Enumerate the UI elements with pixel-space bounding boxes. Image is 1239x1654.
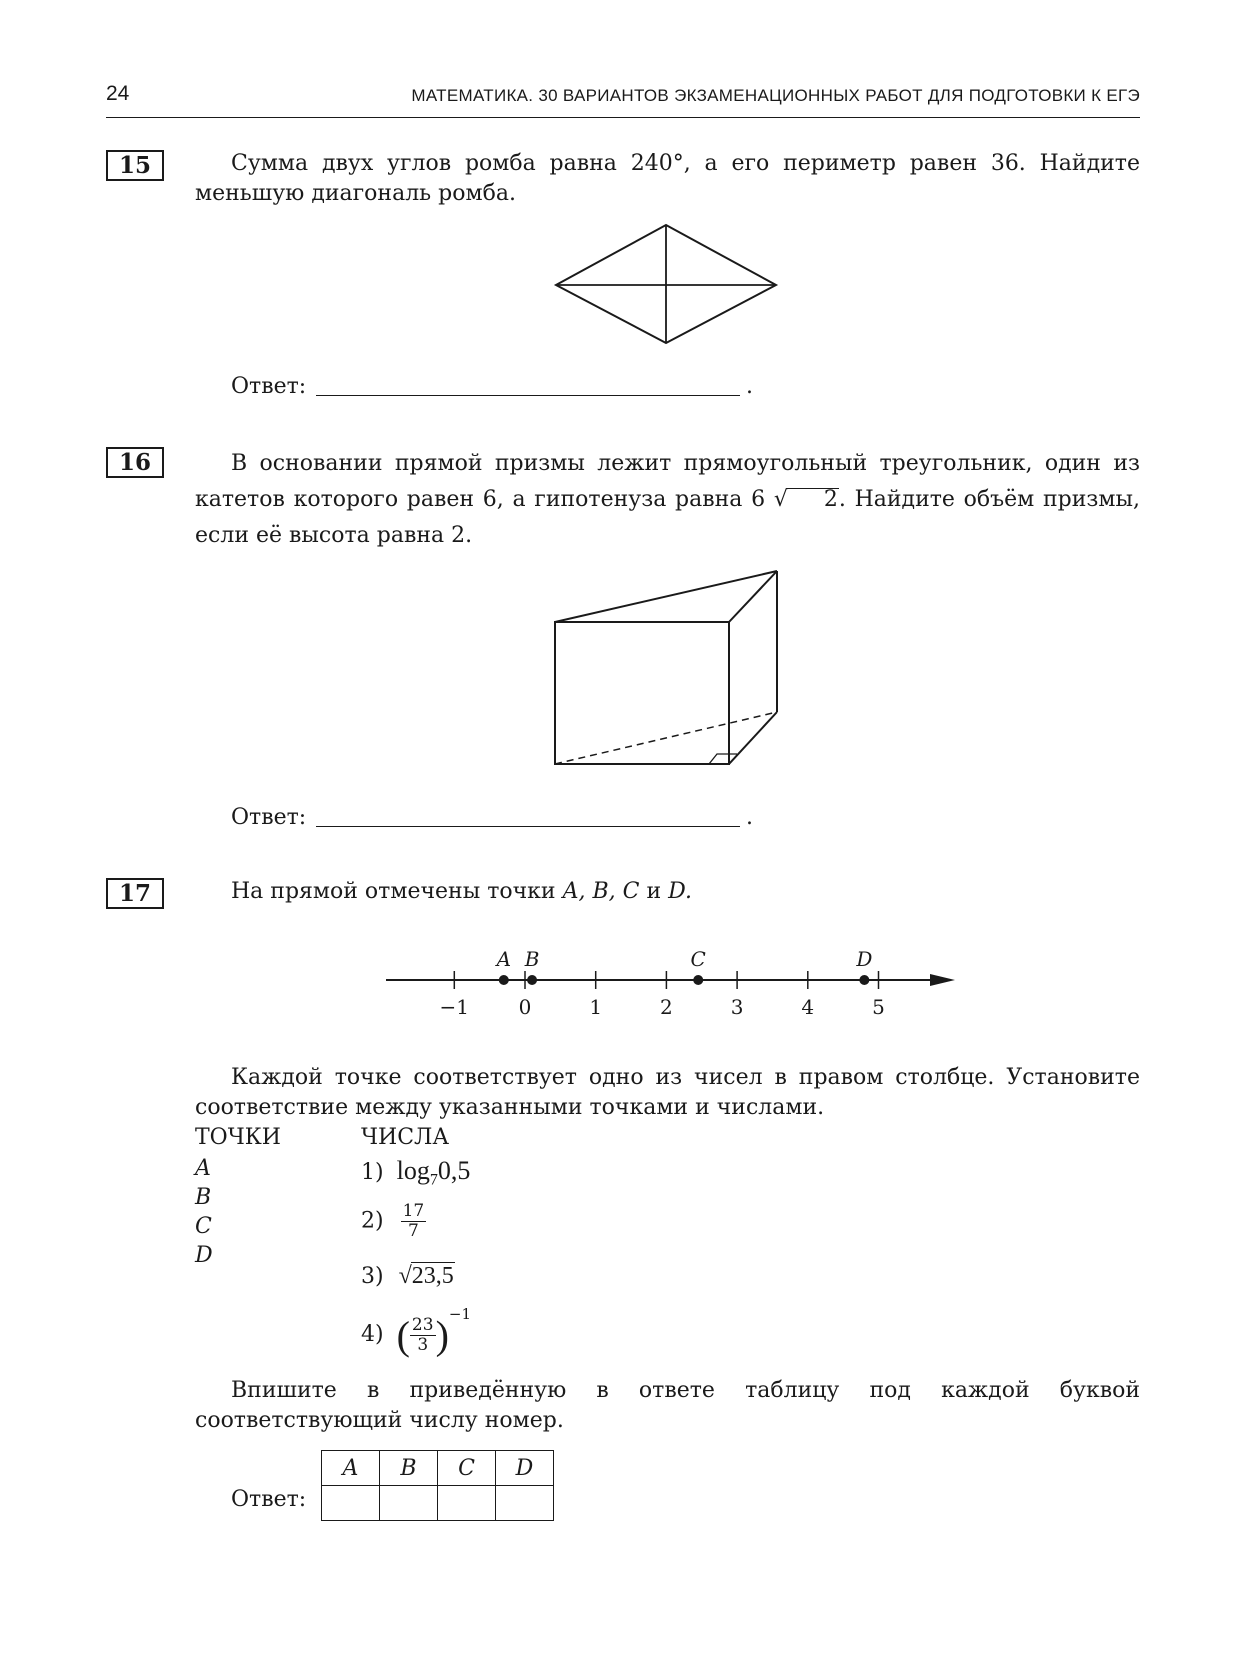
number-line-point-label-b: B	[524, 947, 540, 971]
answer-cell-c[interactable]	[438, 1486, 496, 1521]
number-line-tick-label: 0	[518, 995, 532, 1015]
option-1	[361, 1156, 470, 1189]
answer-table-header-row	[322, 1451, 554, 1486]
prism-front-face	[555, 622, 729, 764]
task-16-text-part1: В основании прямой призмы лежит прямоугольный треугольник, один из катетов которого равен 6, а гипотенуза равна 6	[195, 451, 1140, 512]
option-1-arg: 0,5	[437, 1156, 471, 1185]
number-line-point-a	[499, 975, 509, 985]
task-17-intro-and: и	[646, 879, 662, 904]
answer-cell-b[interactable]	[380, 1486, 438, 1521]
task-15-answer-field[interactable]	[316, 395, 740, 396]
answer-cell-a[interactable]	[322, 1486, 380, 1521]
prism-hidden-edge	[555, 712, 777, 764]
task-16-text	[195, 446, 1140, 554]
option-2	[361, 1202, 426, 1241]
task-15-number: 15	[106, 150, 164, 181]
task-17-text2: Каждой точке соответствует одно из чисел в правом столбце. Установите соответствие между указанными точками и числами.	[195, 1065, 1140, 1120]
option-4-prefix: 4)	[361, 1322, 384, 1347]
number-line-tick-label: 5	[872, 995, 885, 1015]
prism-top-edge-right	[729, 571, 777, 622]
task-16-text-part2: . Найдите объём призмы, если её высота равна 2.	[195, 487, 1140, 548]
option-2-denominator: 7	[408, 1221, 419, 1241]
task-17-intro-text: На прямой отмечены точки	[231, 879, 556, 904]
rhombus-figure	[552, 222, 780, 346]
number-line-point-label-d: D	[856, 947, 873, 971]
task-15-answer-label: Ответ:	[231, 374, 307, 399]
answer-header-c: C	[438, 1451, 496, 1486]
sqrt-symbol: √	[773, 487, 788, 512]
points-column-header: ТОЧКИ	[195, 1125, 281, 1150]
task-15-answer-dot: .	[746, 374, 753, 399]
option-4-numerator: 23	[411, 1314, 434, 1335]
task-16-number: 16	[106, 447, 164, 478]
option-1-base: 7	[429, 1171, 438, 1189]
number-line-point-b	[527, 975, 537, 985]
task-15-text: Сумма двух углов ромба равна 240°, а его периметр равен 36. Найдите меньшую диагональ ромба.	[195, 151, 1140, 206]
answer-header-b: B	[380, 1451, 438, 1486]
number-line-point-c	[693, 975, 703, 985]
point-label-b: B	[195, 1185, 212, 1210]
point-label-d: D	[195, 1243, 213, 1268]
task-17-answer-label: Ответ:	[231, 1487, 307, 1512]
number-line	[380, 935, 960, 1015]
number-line-arrow	[930, 974, 955, 986]
running-title: МАТЕМАТИКА. 30 ВАРИАНТОВ ЭКЗАМЕНАЦИОННЫХ РАБОТ ДЛЯ ПОДГОТОВКИ К ЕГЭ	[411, 86, 1140, 105]
task-16-answer-dot: .	[746, 805, 753, 830]
option-2-prefix: 2)	[361, 1208, 384, 1234]
number-line-point-d	[859, 975, 869, 985]
option-4-exponent: −1	[448, 1305, 472, 1323]
answer-table-input-row	[322, 1486, 554, 1521]
number-line-tick-label: 3	[730, 995, 744, 1015]
numbers-column-header: ЧИСЛА	[361, 1125, 450, 1150]
number-line-tick-label: 2	[660, 995, 673, 1015]
option-3-sqrt-symbol: √	[398, 1263, 412, 1289]
answer-header-a: A	[322, 1451, 380, 1486]
option-3-radicand: 23,5	[411, 1263, 454, 1289]
task-16-sqrt: 2	[787, 488, 839, 511]
number-line-point-label-c: C	[690, 947, 706, 971]
option-4-denominator: 3	[417, 1334, 429, 1355]
task-16-answer-label: Ответ:	[231, 805, 307, 830]
prism-figure	[550, 566, 786, 770]
option-2-numerator: 17	[402, 1201, 425, 1221]
answer-header-d: D	[496, 1451, 554, 1486]
header-rule	[106, 117, 1140, 118]
option-3	[361, 1262, 455, 1290]
task-17-intro	[231, 879, 692, 904]
option-3-prefix: 3)	[361, 1264, 384, 1289]
task-17-intro-last: D.	[668, 879, 692, 904]
option-4	[361, 1305, 471, 1359]
option-4-fraction	[410, 1316, 436, 1355]
task-17-intro-points: A, B, C	[562, 879, 640, 904]
prism-top-edge-left	[555, 571, 777, 622]
page-number: 24	[106, 82, 130, 105]
prism-bottom-edge-right	[729, 712, 777, 764]
number-line-tick-label: 1	[589, 995, 603, 1015]
answer-table	[321, 1450, 554, 1521]
option-4-paren-left: (	[396, 1312, 410, 1358]
number-line-tick-label: 4	[801, 995, 815, 1015]
option-1-log: log	[396, 1156, 430, 1185]
number-line-tick-label: −1	[439, 995, 470, 1015]
point-label-a: A	[195, 1156, 211, 1181]
answer-cell-d[interactable]	[496, 1486, 554, 1521]
task-17-text3: Впишите в приведённую в ответе таблицу под каждой буквой соответствующий числу номер.	[195, 1378, 1140, 1433]
task-16-answer-field[interactable]	[316, 826, 740, 827]
task-17-number: 17	[106, 878, 164, 909]
option-4-paren-right: )	[435, 1312, 449, 1358]
option-2-fraction	[401, 1202, 427, 1241]
number-line-point-label-a: A	[496, 947, 512, 971]
option-1-prefix: 1)	[361, 1160, 384, 1185]
point-label-c: C	[195, 1214, 212, 1239]
